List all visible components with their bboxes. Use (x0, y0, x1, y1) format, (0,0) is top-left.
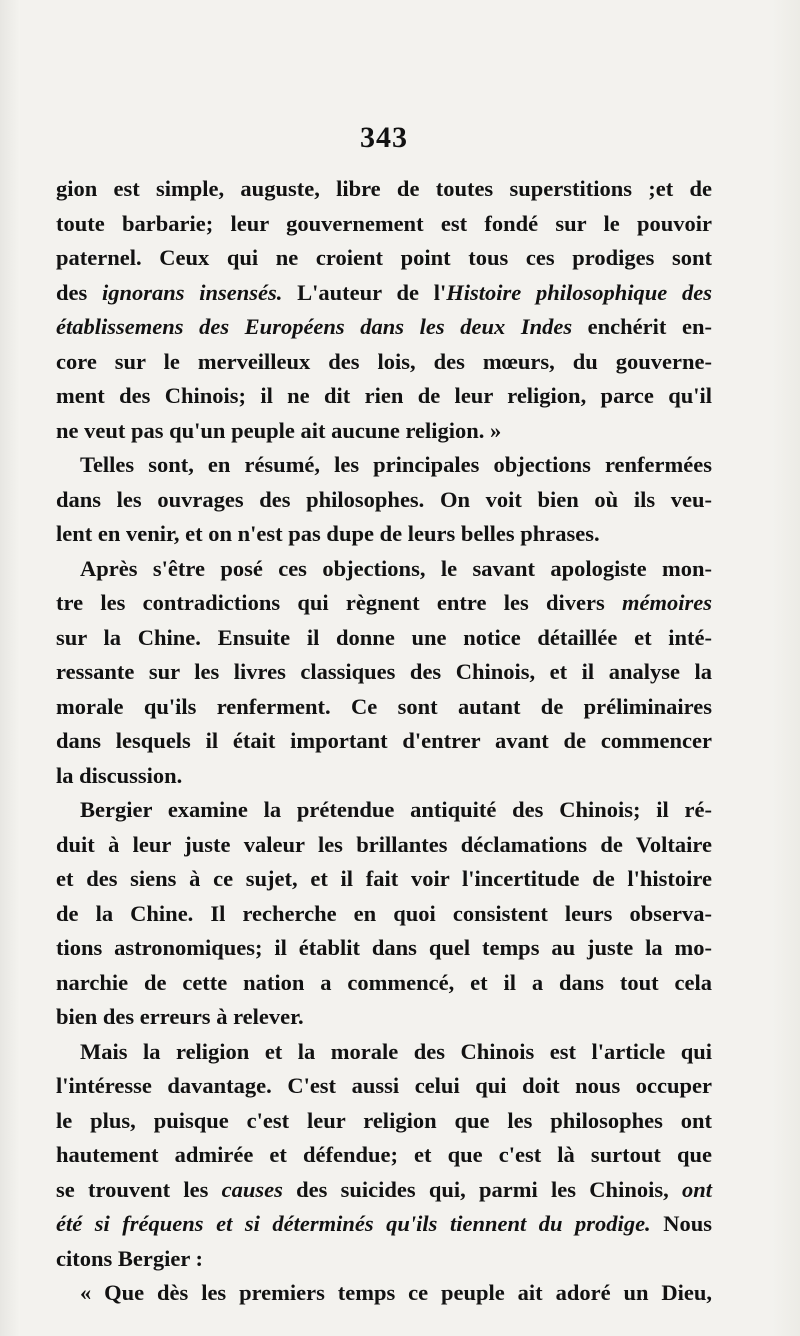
text-line (56, 897, 712, 932)
text-segment: Après s'être posé ces objections, le savant apologiste mon- (80, 555, 712, 581)
text-line (56, 793, 712, 828)
text-segment: citons Bergier : (56, 1245, 204, 1271)
text-line (56, 655, 712, 690)
text-segment: la discussion. (56, 762, 183, 788)
text-segment: Mais la religion et la morale des Chinois est l'article qui (80, 1038, 712, 1064)
text-line (56, 1207, 712, 1242)
text-segment: L'auteur de l' (282, 279, 447, 305)
text-segment: « Que dès les premiers temps ce peuple ait adoré un Dieu, (80, 1280, 712, 1305)
text-segment: lent en venir, et on n'est pas dupe de leurs belles phrases. (56, 521, 600, 546)
italic-text: mémoires (622, 590, 712, 615)
text-segment: Nous (650, 1211, 712, 1236)
text-segment: l'intéresse davantage. C'est aussi celui qui doit nous occuper (56, 1073, 712, 1098)
text-segment: morale qu'ils renferment. Ce sont autant de préliminaires (56, 693, 712, 719)
text-segment: ressante sur les livres classiques des Chinois, et il analyse la (56, 659, 712, 684)
text-segment: dans lesquels il était important d'entrer avant de commencer (56, 728, 712, 753)
text-line (56, 690, 712, 725)
text-line (56, 1242, 712, 1277)
text-segment: core sur le merveilleux des lois, des mœurs, du gouverne- (56, 348, 712, 374)
text-line (56, 1173, 712, 1208)
text-line (56, 828, 712, 863)
text-segment: le plus, puisque c'est leur religion que les philosophes ont (56, 1107, 712, 1133)
text-segment: paternel. Ceux qui ne croient point tous ces prodiges sont (56, 245, 712, 270)
text-segment: hautement admirée et défendue; et que c'est là surtout que (56, 1142, 712, 1167)
text-line (56, 448, 712, 483)
text-line (56, 414, 712, 449)
text-segment: tre les contradictions qui règnent entre les divers (56, 590, 622, 615)
italic-text: été si fréquens et si déterminés qu'ils tiennent du prodige. (56, 1211, 651, 1236)
text-line (56, 1276, 712, 1311)
italic-text: ignorans insensés. (102, 279, 283, 305)
text-line (56, 759, 712, 794)
text-line (56, 724, 712, 759)
text-segment: de la Chine. Il recherche en quoi consistent leurs observa- (56, 900, 712, 926)
text-line (56, 552, 712, 587)
text-line (56, 207, 712, 242)
text-segment: des (56, 279, 102, 305)
paragraph (56, 793, 712, 1035)
text-line (56, 172, 712, 207)
text-line (56, 379, 712, 414)
text-line (56, 931, 712, 966)
page-body-text (56, 172, 712, 1311)
text-line (56, 1069, 712, 1104)
paragraph (56, 1035, 712, 1277)
text-line (56, 621, 712, 656)
text-segment: ment des Chinois; il ne dit rien de leur religion, parce qu'il (56, 383, 712, 408)
text-line (56, 1000, 712, 1035)
text-segment: narchie de cette nation a commencé, et il a dans tout cela (56, 969, 712, 995)
text-segment: enchérit en- (572, 314, 712, 339)
text-segment: et des siens à ce sujet, et il fait voir l'incertitude de l'histoire (56, 866, 712, 891)
text-segment: dans les ouvrages des philosophes. On voit bien où ils veu- (56, 486, 712, 512)
text-line (56, 517, 712, 552)
text-line (56, 966, 712, 1001)
scan-edge-left (0, 0, 20, 1336)
text-segment: Bergier examine la prétendue antiquité des Chinois; il ré- (80, 797, 712, 822)
text-line (56, 1138, 712, 1173)
text-line (56, 276, 712, 311)
text-segment: des suicides qui, parmi les Chinois, (282, 1176, 682, 1202)
page-number: 343 (360, 121, 408, 154)
italic-text: établissemens des Européens dans les deux Indes (56, 314, 573, 339)
paragraph (56, 448, 712, 552)
text-segment: gion est simple, auguste, libre de toutes superstitions ;et de (56, 176, 712, 201)
book-page (56, 118, 712, 1311)
text-line (56, 862, 712, 897)
text-line (56, 345, 712, 380)
text-line (56, 310, 712, 345)
text-line (56, 1035, 712, 1070)
text-segment: duit à leur juste valeur les brillantes déclamations de Voltaire (56, 831, 712, 857)
text-segment: ne veut pas qu'un peuple ait aucune religion. » (56, 417, 502, 443)
scan-edge-right (772, 0, 800, 1336)
text-segment: Telles sont, en résumé, les principales objections renfermées (80, 452, 712, 477)
italic-text: causes (221, 1176, 283, 1202)
text-line (56, 241, 712, 276)
text-segment: sur la Chine. Ensuite il donne une notice détaillée et inté- (56, 624, 712, 650)
text-segment: se trouvent les (56, 1176, 222, 1202)
text-segment: bien des erreurs à relever. (56, 1004, 304, 1029)
text-line (56, 586, 712, 621)
italic-text: Histoire philosophique des (446, 279, 712, 305)
text-segment: tions astronomiques; il établit dans quel temps au juste la mo- (56, 935, 712, 960)
paragraph (56, 172, 712, 448)
text-segment: toute barbarie; leur gouvernement est fondé sur le pouvoir (56, 210, 712, 236)
paragraph (56, 1276, 712, 1311)
text-line (56, 1104, 712, 1139)
text-line (56, 483, 712, 518)
paragraph (56, 552, 712, 794)
italic-text: ont (681, 1176, 712, 1202)
